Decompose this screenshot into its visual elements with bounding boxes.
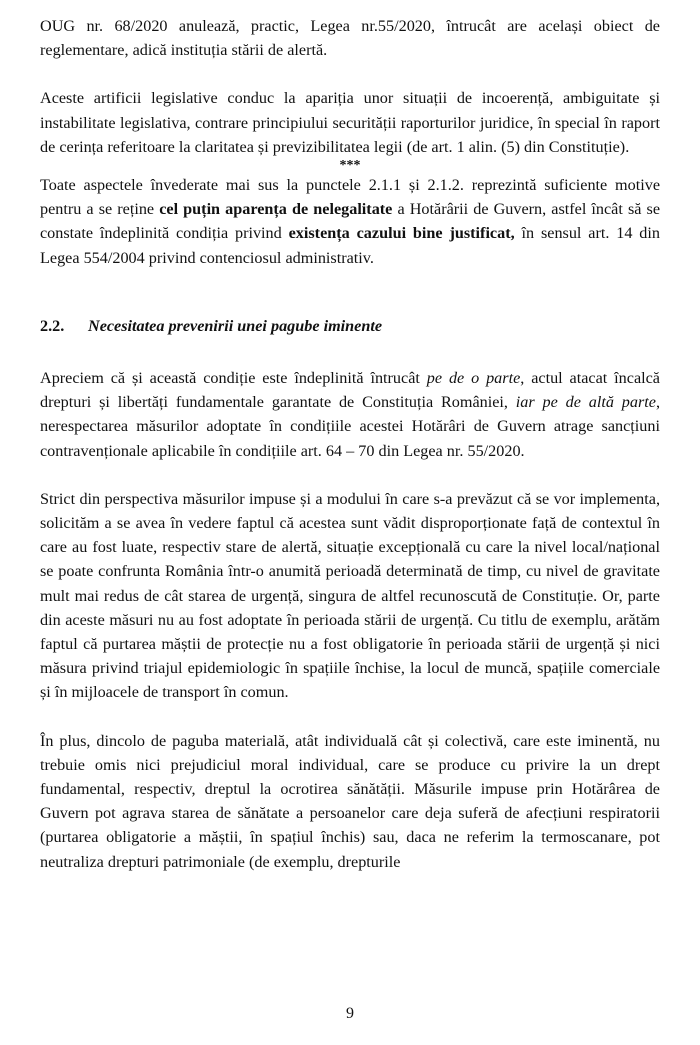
section-number: 2.2. bbox=[40, 316, 65, 335]
paragraph-condition-fulfilled: Apreciem că și această condiție este îndeplinită întrucât pe de o parte, actul atacat încalcă drepturi și libertăți fundamentale garantate de Constituția României, iar pe de altă parte, nerespectarea măsurilor adoptate în condițiile acestei Hotărâri de Guvern atrage sancțiuni contravenționale aplicabile în condițiile art. 64 – 70 din Legea nr. 55/2020. bbox=[40, 369, 660, 460]
page-number: 9 bbox=[346, 1005, 354, 1022]
bold-appearance-of-illegality: cel puțin aparența de nelegalitate bbox=[159, 200, 393, 219]
section-heading bbox=[40, 314, 660, 338]
section-separator: *** bbox=[339, 158, 361, 174]
italic-on-one-hand: pe de o parte bbox=[426, 369, 521, 388]
paragraph-legislative-artifices: Aceste artificii legislative conduc la apariția unor situații de incoerență, ambiguitate și instabilitate legislativa, contrare principiului securității raporturilor juridice, în special în raport de cerința referitoare la claritatea și previzibilitatea legii (de art. 1 alin. (5) din Constituție). bbox=[40, 89, 660, 156]
paragraph-oug-68: OUG nr. 68/2020 anulează, practic, Legea nr.55/2020, întrucât are același obiect de reglementare, adică instituția stării de alertă. bbox=[40, 17, 660, 60]
bold-justified-case: existența cazului bine justificat, bbox=[288, 224, 515, 243]
paragraph-moral-damage: În plus, dincolo de paguba materială, atât individuală cât și colectivă, care este iminentă, nu trebuie omis nici prejudiciul moral individual, care se produce cu privire la un drept fundamental, respectiv, dreptul la ocrotirea sănătății. Măsurile impuse prin Hotărârea de Guvern pot agrava starea de sănătate a persoanelor care deja suferă de afecțiuni respiratorii (purtarea obligatorie a măștii, în spațiul închis) sau, daca ne referim la termoscanare, pot neutraliza drepturi patrimoniale (de exemplu, drepturile bbox=[40, 731, 660, 871]
paragraph-disproportionate-measures: Strict din perspectiva măsurilor impuse și a modului în care s-a prevăzut că se vor implementa, solicităm a se avea în vedere faptul că acestea sunt vădit disproporționate față de contextul în care au fost luate, respectiv stare de alertă, situație excepțională cu care la nivel local/național se poate confrunta România într-o anumită perioadă determinată de timp, cu nivel de gravitate mult mai redus de cât starea de urgență, singura de altfel recunoscută de Constituție. Or, parte din aceste măsuri nu au fost adoptate în perioada stării de urgență. Cu titlu de exemplu, arătăm faptul că purtarea măștii de protecție nu a fost obligatorie în perioada stării de urgență și nici măsura privind triajul epidemiologic în spațiile închise, la locul de muncă, spațiile comerciale și în mijloacele de transport în comun. bbox=[40, 489, 660, 702]
paragraph-conclusion-justified-case: Toate aspectele învederate mai sus la punctele 2.1.1 și 2.1.2. reprezintă suficiente motive pentru a se reține cel puțin aparența de nelegalitate a Hotărârii de Guvern, astfel încât să se constate îndeplinită condiția privind existența cazului bine justificat, în sensul art. 14 din Legea 554/2004 privind contenciosul administrativ. bbox=[40, 176, 661, 267]
document-page bbox=[40, 14, 660, 874]
italic-on-other-hand: iar pe de altă parte bbox=[515, 393, 656, 412]
section-title: Necesitatea prevenirii unei pagube iminente bbox=[88, 316, 383, 335]
